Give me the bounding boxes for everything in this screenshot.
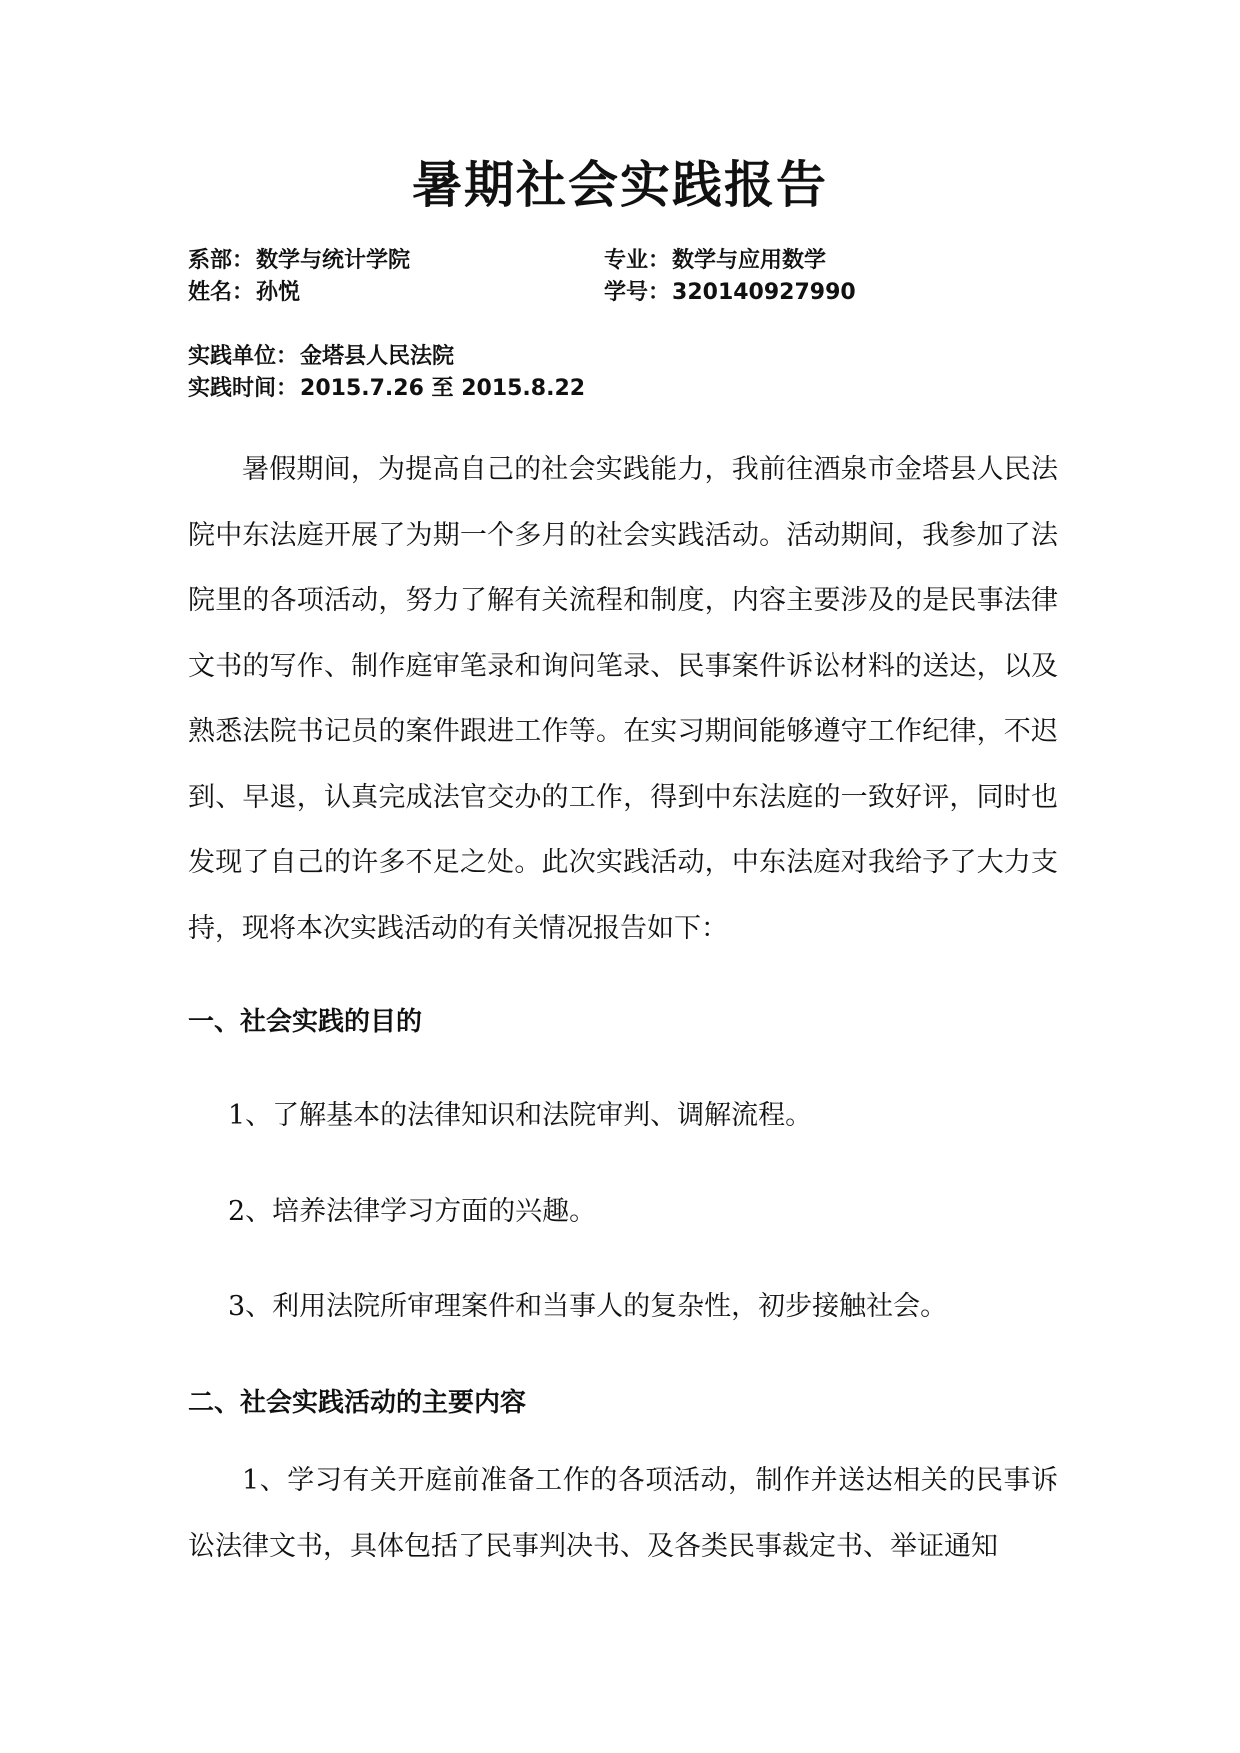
time-line [188,374,585,404]
intro-paragraph: 暑假期间，为提高自己的社会实践能力，我前往酒泉市金塔县人民法院中东法庭开展了为期一个多月的社会实践活动。活动期间，我参加了法院里的各项活动，努力了解有关流程和制度，内容主要涉及的是民事法律文书的写作、制作庭审笔录和询问笔录、民事案件诉讼材料的送达，以及熟悉法院书记员的案件跟进工作等。在实习期间能够遵守工作纪律，不迟到、早退，认真完成法官交办的工作，得到中东法庭的一致好评，同时也发现了自己的许多不足之处。此次实践活动，中东法庭对我给予了大力支持，现将本次实践活动的有关情况报告如下： [188,454,1058,944]
section1-item-1: 1、了解基本的法律知识和法院审判、调解流程。 [228,1100,813,1131]
major-value: 数学与应用数学 [672,248,827,273]
section1-item-3: 3、利用法院所审理案件和当事人的复杂性，初步接触社会。 [228,1291,948,1322]
major-label: 专业： [604,248,671,273]
department-label: 系部： [188,248,255,273]
section2-item-1: 1、学习有关开庭前准备工作的各项活动，制作并送达相关的民事诉讼法律文书，具体包括了民事判决书、及各类民事裁定书、举证通知 [188,1465,1058,1562]
document-title: 暑期社会实践报告 [412,155,828,214]
department-line [188,246,410,276]
student-id-line [604,278,856,308]
unit-value: 金塔县人民法院 [300,344,455,369]
name-line [188,278,300,308]
section2-heading: 二、社会实践活动的主要内容 [188,1388,527,1418]
section1-heading: 一、社会实践的目的 [188,1007,423,1037]
time-label: 实践时间： [188,376,299,401]
name-value: 孙悦 [256,280,301,305]
section1-item-2: 2、培养法律学习方面的兴趣。 [228,1196,597,1227]
unit-label: 实践单位： [188,344,299,369]
unit-line [188,342,454,372]
major-line [604,246,826,276]
department-value: 数学与统计学院 [256,248,411,273]
student-id-value: 320140927990 [672,280,856,305]
time-value: 2015.7.26 至 2015.8.22 [300,376,586,401]
name-label: 姓名： [188,280,255,305]
student-id-label: 学号： [604,280,671,305]
